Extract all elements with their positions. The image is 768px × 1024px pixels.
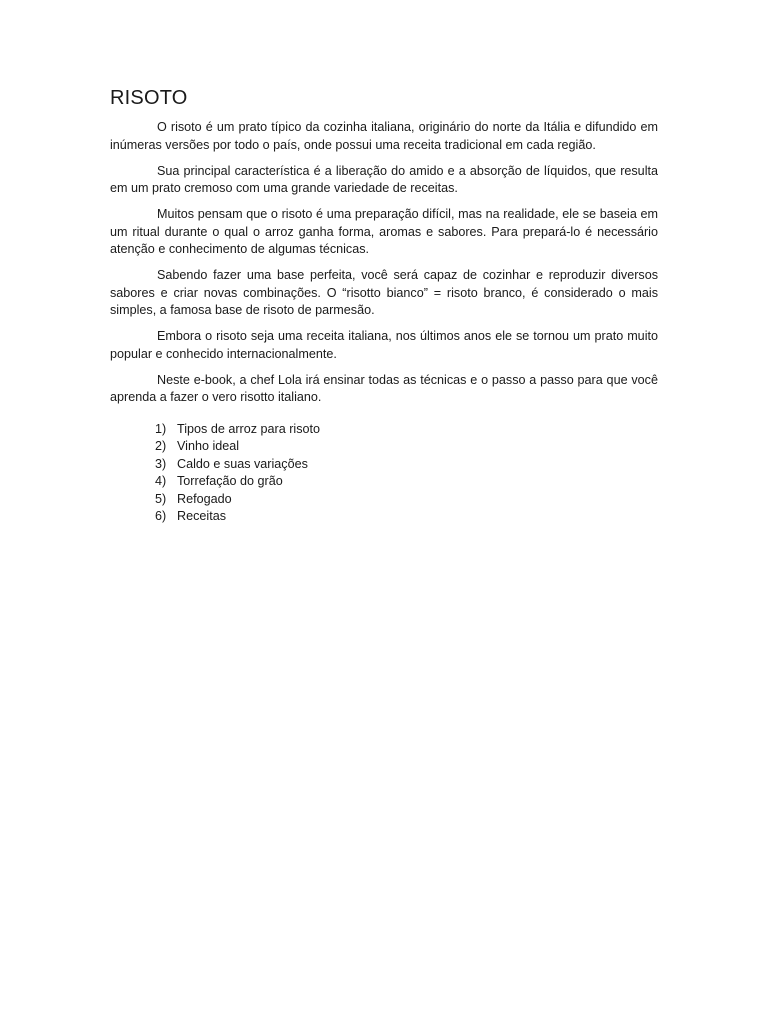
list-item [110,473,658,491]
document-title: RISOTO [110,87,188,109]
list-item-number: 4) [155,474,167,488]
list-item [110,421,658,439]
list-item-text: Caldo e suas variações [177,456,308,471]
paragraph-5: Embora o risoto seja uma receita italiana, nos últimos anos ele se tornou um prato muito popular e conhecido internacionalmente. [110,329,658,361]
list-item-text: Torrefação do grão [177,474,283,488]
paragraph-6: Neste e-book, a chef Lola irá ensinar todas as técnicas e o passo a passo para que você aprenda a fazer o vero risotto italiano. [110,372,658,404]
list-item [110,456,658,474]
list-item [110,508,658,526]
list-item-text: Tipos de arroz para risoto [177,421,321,436]
document-page [110,86,658,526]
list-item-number: 6) [155,509,167,523]
paragraph-4: Sabendo fazer uma base perfeita, você será capaz de cozinhar e reproduzir diversos sabores e criar novas combinações. O “risotto bianco” = risoto branco, é considerado o mais simples, a famosa base de risoto de parmesão. [110,268,658,317]
topics-list [110,421,658,526]
list-item-text: Refogado [177,491,232,506]
list-item-text: Vinho ideal [177,439,240,453]
paragraph-1: O risoto é um prato típico da cozinha italiana, originário do norte da Itália e difundido em inúmeras versões por todo o país, onde possui uma receita tradicional em cada região. [110,120,658,152]
list-item [110,491,658,509]
list-item-number: 5) [155,491,167,506]
list-item-number: 3) [155,456,167,471]
list-item-number: 1) [155,421,167,436]
paragraph-2: Sua principal característica é a liberação do amido e a absorção de líquidos, que resulta em um prato cremoso com uma grande variedade de receitas. [110,163,658,195]
list-item [110,438,658,456]
paragraph-3: Muitos pensam que o risoto é uma preparação difícil, mas na realidade, ele se baseia em um ritual durante o qual o arroz ganha forma, aromas e sabores. Para prepará-lo é necessário atenção e conhecimento de algumas técnicas. [110,207,658,256]
list-item-number: 2) [155,439,167,453]
list-item-text: Receitas [177,509,226,523]
